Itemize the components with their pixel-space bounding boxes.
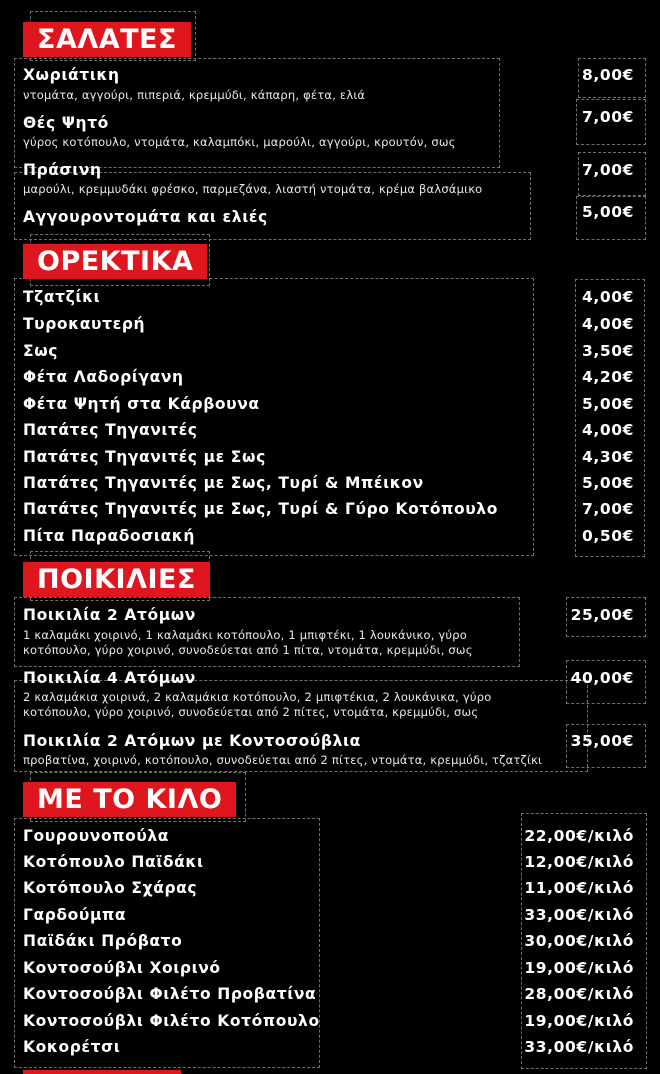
menu-item-name: Τυροκαυτερή — [23, 315, 146, 333]
menu-item-description: μαρούλι, κρεμμυδάκι φρέσκο, παρμεζάνα, λιαστή ντομάτα, κρέμα βαλσάμικο — [23, 182, 483, 196]
section-header-appetizers: ΟΡΕΚΤΙΚΑ — [23, 244, 207, 279]
menu-item-price: 4,20€ — [581, 368, 634, 386]
menu-item-price: 5,00€ — [581, 474, 634, 492]
menu-item-description: γύρος κοτόπουλο, ντομάτα, καλαμπόκι, μαρούλι, αγγούρι, κρουτόν, σως — [23, 135, 456, 149]
menu-item-price: 4,00€ — [581, 315, 634, 333]
menu-item-name: Φέτα Ψητή στα Κάρβουνα — [23, 395, 260, 413]
menu-item-name: Κοτόπουλο Σχάρας — [23, 879, 198, 897]
menu-item-price: 33,00€/κιλό — [524, 1038, 634, 1056]
menu-item-name: Ποικιλία 2 Ατόμων — [23, 606, 196, 624]
menu-item-price: 28,00€/κιλό — [524, 985, 634, 1003]
menu-item-description: 1 καλαμάκι χοιρινό, 1 καλαμάκι κοτόπουλο, 1 μπιφτέκι, 1 λουκάνικο, γύρο — [23, 628, 468, 642]
menu-item-price: 35,00€ — [570, 732, 634, 750]
menu-item-name: Πίτα Παραδοσιακή — [23, 527, 196, 545]
menu-item-name: Αγγουροντομάτα και ελιές — [23, 208, 268, 226]
section-header-by-kilo: ΜΕ ΤΟ ΚΙΛΟ — [23, 782, 236, 817]
menu-item-name: Ποικιλία 4 Ατόμων — [23, 669, 196, 687]
menu-item-name: Κοτόπουλο Παϊδάκι — [23, 853, 204, 871]
menu-item-name: Θές Ψητό — [23, 114, 109, 132]
menu-item-price: 11,00€/κιλό — [524, 879, 634, 897]
menu-item-price: 30,00€/κιλό — [524, 932, 634, 950]
menu-item-name: Πράσινη — [23, 161, 102, 179]
menu-item-name: Σως — [23, 342, 59, 360]
menu-item-price: 7,00€ — [581, 500, 634, 518]
menu-item-price: 40,00€ — [570, 669, 634, 687]
menu-item-name: Κοντοσούβλι Φιλέτο Κοτόπουλο — [23, 1012, 320, 1030]
menu-item-name: Κοντοσούβλι Φιλέτο Προβατίνα — [23, 985, 317, 1003]
menu-item-name: Γουρουνοπούλα — [23, 827, 170, 845]
menu-item-name: Κοκορέτσι — [23, 1038, 121, 1056]
menu-item-price: 3,50€ — [581, 342, 634, 360]
menu-item-price: 12,00€/κιλό — [524, 853, 634, 871]
menu-item-price: 19,00€/κιλό — [524, 959, 634, 977]
menu-item-name: Ποικιλία 2 Ατόμων με Κοντοσούβλια — [23, 732, 361, 750]
menu-item-price: 22,00€/κιλό — [524, 827, 634, 845]
menu-item-name: Πατάτες Τηγανιτές με Σως — [23, 448, 266, 466]
menu-item-description: ντομάτα, αγγούρι, πιπεριά, κρεμμύδι, κάπαρη, φέτα, ελιά — [23, 88, 366, 102]
menu-item-description: κοτόπουλο, γύρο χοιρινό, συνοδεύεται από 2 πίτες, ντομάτα, κρεμμύδι, σως — [23, 705, 479, 719]
menu-item-price: 5,00€ — [581, 395, 634, 413]
menu-item-name: Κοντοσούβλι Χοιρινό — [23, 959, 221, 977]
section-header-platters: ΠΟΙΚΙΛΙΕΣ — [23, 562, 210, 597]
menu-item-price: 7,00€ — [581, 161, 634, 179]
menu-item-price: 25,00€ — [570, 606, 634, 624]
menu-item-description: κοτόπουλο, γύρο χοιρινό, συνοδεύεται από 1 πίτα, ντομάτα, κρεμμύδι, σως — [23, 643, 473, 657]
menu-item-name: Πατάτες Τηγανιτές — [23, 421, 198, 439]
menu-item-name: Χωριάτικη — [23, 66, 120, 84]
menu-item-name: Τζατζίκι — [23, 288, 101, 306]
menu-item-name: Γαρδούμπα — [23, 906, 127, 924]
menu-item-description: 2 καλαμάκια χοιρινά, 2 καλαμάκια κοτόπουλο, 2 μπιφτέκια, 2 λουκάνικα, γύρο — [23, 690, 492, 704]
menu-item-price: 5,00€ — [581, 203, 634, 221]
menu-item-price: 4,00€ — [581, 288, 634, 306]
menu-item-price: 0,50€ — [581, 527, 634, 545]
menu-item-name: Παϊδάκι Πρόβατο — [23, 932, 183, 950]
menu-item-price: 33,00€/κιλό — [524, 906, 634, 924]
menu-item-price: 8,00€ — [581, 66, 634, 84]
menu-item-name: Φέτα Λαδορίγανη — [23, 368, 184, 386]
menu-item-name: Πατάτες Τηγανιτές με Σως, Τυρί & Μπέικον — [23, 474, 424, 492]
menu-item-price: 4,00€ — [581, 421, 634, 439]
menu-item-price: 19,00€/κιλό — [524, 1012, 634, 1030]
menu-item-name: Πατάτες Τηγανιτές με Σως, Τυρί & Γύρο Κοτόπουλο — [23, 500, 498, 518]
menu-item-price: 7,00€ — [581, 108, 634, 126]
section-header-salads: ΣΑΛΑΤΕΣ — [23, 22, 191, 57]
menu-item-description: προβατίνα, χοιρινό, κοτόπουλο, συνοδεύεται από 2 πίτες, ντομάτα, κρεμμύδι, τζατζίκι — [23, 753, 543, 767]
menu-item-price: 4,30€ — [581, 448, 634, 466]
next-section-header-edge — [23, 1070, 181, 1074]
